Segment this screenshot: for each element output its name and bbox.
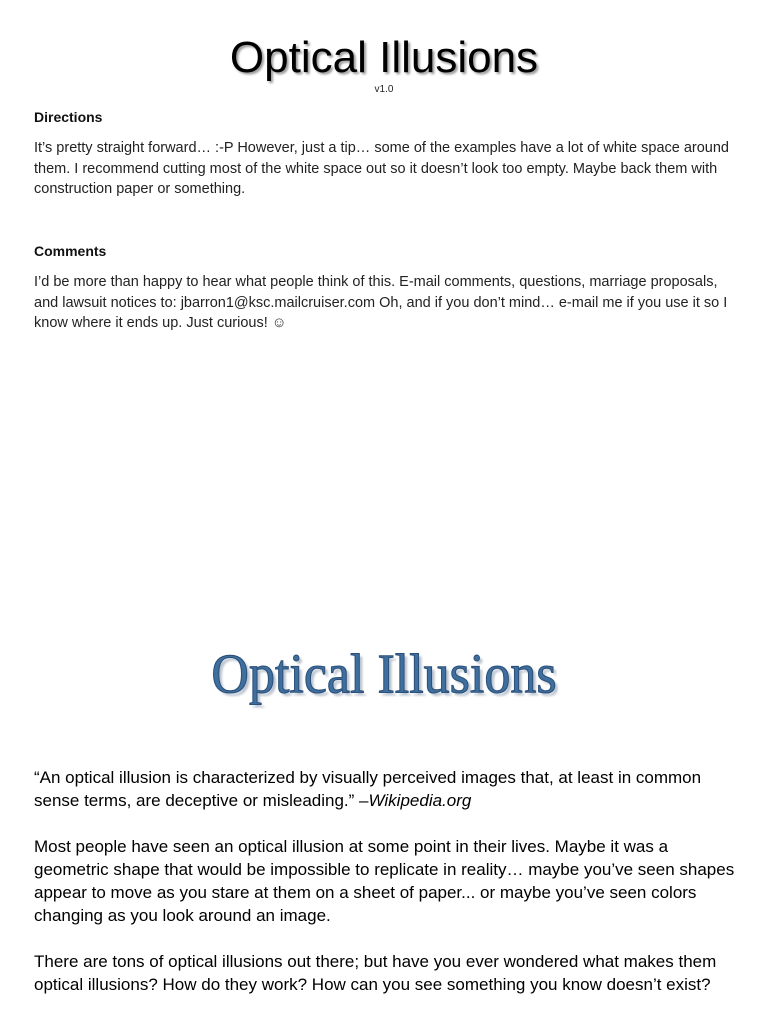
quote-text: “An optical illusion is characterized by visually perceived images that, at least in common sense terms, are deceptive or misleading.” – [34, 768, 702, 810]
intro-paragraph-1: Most people have seen an optical illusion at some point in their lives. Maybe it was a geometric shape that would be impossible to replicate in reality… maybe you’ve seen shapes appear to move as you stare at them on a sheet of paper... or maybe you’ve seen colors changing as you look around an image. [34, 837, 735, 925]
quote-source: Wikipedia.org [368, 791, 472, 810]
directions-text: It’s pretty straight forward… :-P However, just a tip… some of the examples have a lot of white space around them. I recommend cutting most of the white space out so it doesn’t look too empty. Maybe back them with construction paper or something. [34, 140, 729, 197]
page-title: Optical Illusions [229, 33, 539, 82]
version-label: v1.0 [374, 84, 394, 95]
intro-paragraph-2: There are tons of optical illusions out there; but have you ever wondered what makes them optical illusions? How do they work? How can you see something you know doesn’t exist? [34, 952, 717, 994]
directions-heading: Directions [34, 109, 103, 125]
comments-text: I’d be more than happy to hear what people think of this. E-mail comments, questions, marriage proposals, and lawsuit notices to: jbarron1@ksc.mailcruiser.com Oh, and if you don’t mind… e-mail me if you use it so I know where it ends up. Just curious! ☺ [34, 274, 728, 331]
decorative-title: Optical Illusions [211, 643, 557, 706]
quote-paragraph [34, 766, 739, 812]
comments-heading: Comments [34, 243, 107, 259]
